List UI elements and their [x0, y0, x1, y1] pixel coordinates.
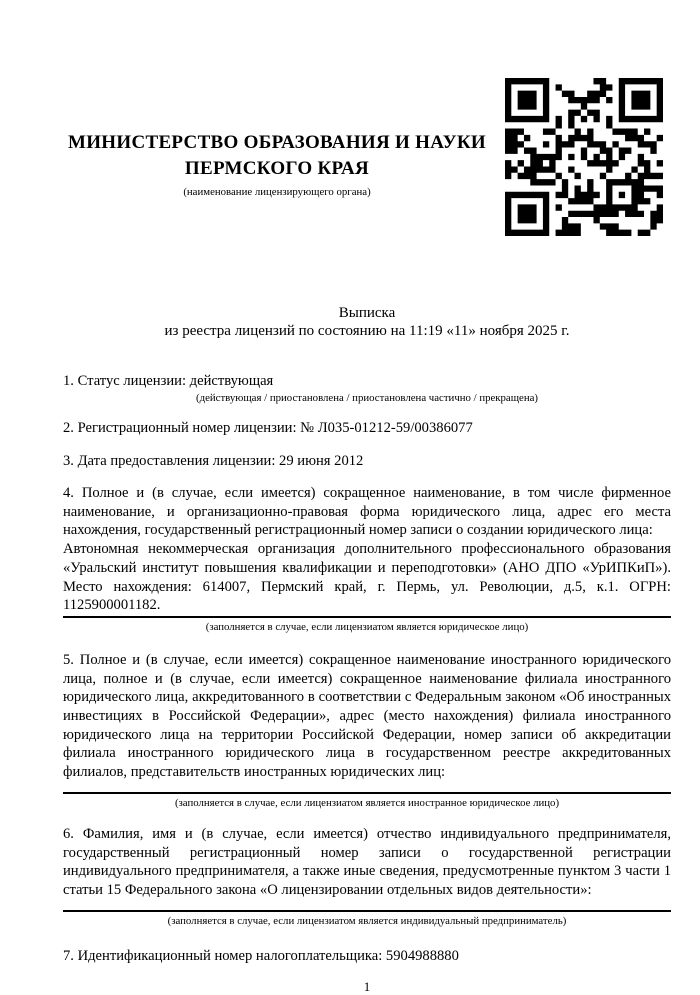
entrepreneur-item-label: 6. Фамилия, имя и (в случае, если имеется) отчество индивидуального предпринимателя, государственный регистрационный номер записи о государственной регистрации индивидуального предпринимателя, а также иные сведения, предусмотренные пунктом 3 части 1 статьи 15 Федерального закона «О лицензировании отдельных видов деятельности»:	[63, 825, 671, 898]
qr-code-icon	[505, 78, 663, 236]
ministry-caption: (наименование лицензирующего органа)	[183, 186, 371, 198]
legal-entity-caption: (заполняется в случае, если лицензиатом является юридическое лицо)	[205, 620, 529, 633]
ministry-header	[63, 130, 491, 199]
ministry-name-line1: МИНИСТЕРСТВО ОБРАЗОВАНИЯ И НАУКИ	[67, 132, 487, 153]
legal-entity-fill-line	[63, 616, 671, 618]
document-title-line2: из реестра лицензий по состоянию на 11:19 «11» ноября 2025 г.	[164, 322, 570, 339]
grant-date-item: 3. Дата предоставления лицензии: 29 июня 2012	[63, 453, 364, 469]
ministry-name	[63, 130, 491, 182]
legal-entity-item-value: Автономная некоммерческая организация дополнительного профессионального образования «Уральский институт повышения квалификации и переподготовки» (АНО ДПО «УрИПКиП»). Место нахождения: 614007, Пермский край, г. Пермь, ул. Революции, д.5, к.1. ОГРН: 1125900001182.	[63, 541, 671, 614]
foreign-entity-fill-line	[63, 792, 671, 794]
document-body	[63, 305, 671, 995]
legal-entity-item-label: 4. Полное и (в случае, если имеется) сокращенное наименование, в том числе фирменное наименование, и организационно-правовая форма юридического лица, адрес его места нахождения, государственный регистрационный номер записи о создании юридического лица:	[63, 485, 671, 539]
license-status-item: 1. Статус лицензии: действующая	[63, 373, 274, 389]
document-title-line1: Выписка	[338, 305, 396, 321]
status-options-caption: (действующая / приостановлена / приостановлена частично / прекращена)	[196, 392, 538, 404]
ministry-name-line2: ПЕРМСКОГО КРАЯ	[184, 158, 370, 179]
registration-number-item: 2. Регистрационный номер лицензии: № Л035-01212-59/00386077	[63, 420, 473, 436]
entrepreneur-fill-line	[63, 910, 671, 912]
document-title	[63, 305, 671, 340]
foreign-entity-caption: (заполняется в случае, если лицензиатом является иностранное юридическое лицо)	[174, 796, 560, 809]
page-number: 1	[363, 978, 371, 994]
taxpayer-id-item: 7. Идентификационный номер налогоплательщика: 5904988880	[63, 947, 459, 964]
entrepreneur-caption: (заполняется в случае, если лицензиатом является индивидуальный предприниматель)	[167, 914, 567, 927]
foreign-entity-item-label: 5. Полное и (в случае, если имеется) сокращенное наименование иностранного юридического лица, полное и (в случае, если имеется) сокращенное наименование филиала иностранного юридического лица, аккредитованного в соответствии с Федеральным законом «Об иностранных инвестициях в Российской Федерации», адрес (место нахождения) филиала иностранного юридического лица на территории Российской Федерации, номер записи об аккредитации филиала иностранного юридического лица в государственном реестре аккредитованных филиалов, представительств иностранных юридических лиц:	[63, 651, 671, 781]
